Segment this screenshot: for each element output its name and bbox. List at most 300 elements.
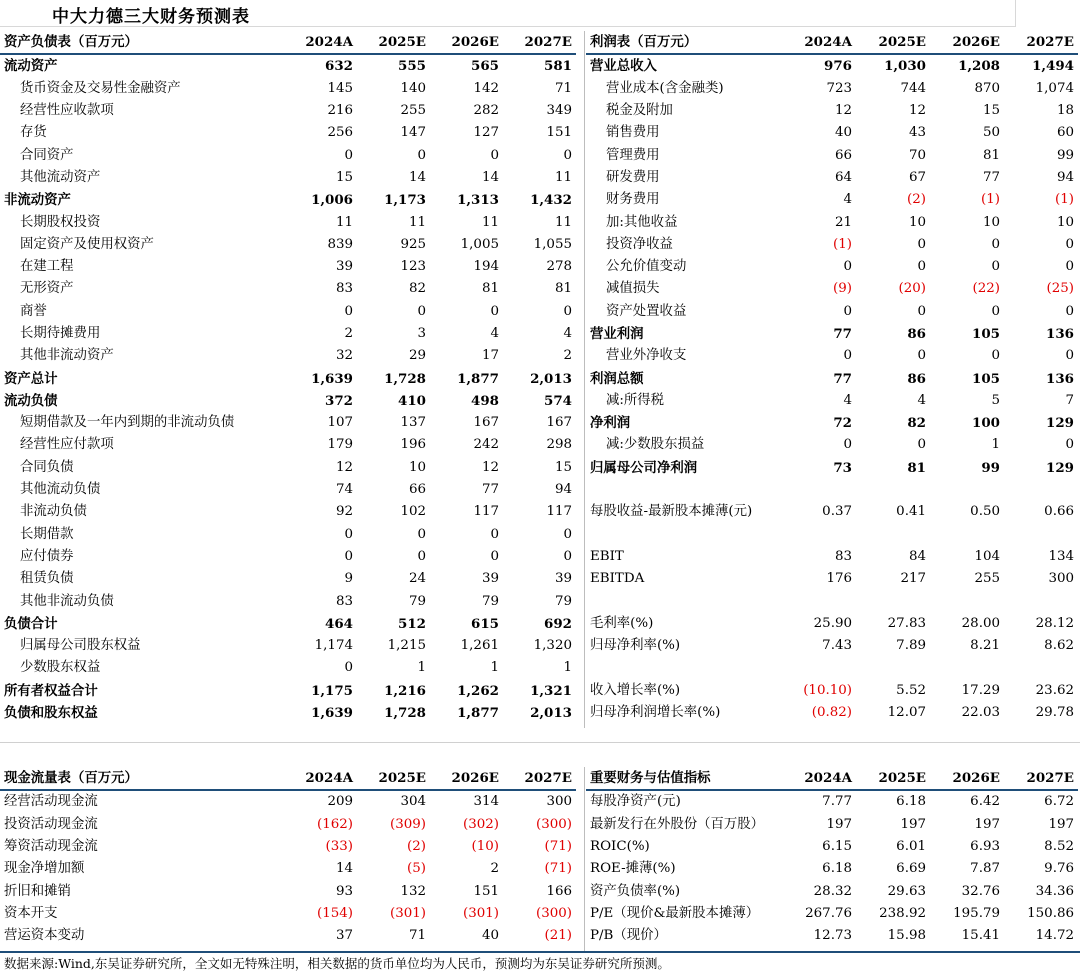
key-indicators-table — [586, 767, 1078, 947]
row-value: 86 — [907, 370, 926, 387]
table-row — [0, 546, 576, 568]
row-value: (9) — [833, 281, 852, 297]
row-value: (301) — [389, 905, 426, 921]
row-value: 0 — [1065, 437, 1074, 453]
row-value: 129 — [1046, 459, 1074, 476]
row-label: 长期借款 — [20, 526, 74, 542]
row-value: (302) — [462, 816, 499, 832]
row-value — [1004, 590, 1078, 612]
table-row — [586, 301, 1078, 323]
row-label: 固定资产及使用权资产 — [20, 236, 154, 252]
row-value: 127 — [473, 125, 499, 141]
table-row — [586, 100, 1078, 122]
row-value: (71) — [544, 839, 572, 855]
table-row — [0, 858, 576, 880]
row-value: 0 — [344, 147, 353, 163]
row-value: 37 — [335, 928, 353, 944]
table-row — [0, 925, 576, 947]
row-value: (25) — [1046, 281, 1074, 297]
row-value: 1,208 — [958, 58, 1000, 75]
row-value: 464 — [325, 615, 353, 632]
table-row — [586, 457, 1078, 479]
row-value: 498 — [471, 392, 499, 409]
row-value: 83 — [335, 281, 353, 297]
row-value: 32.76 — [961, 883, 1000, 899]
row-label: 其他非流动负债 — [20, 593, 114, 609]
row-value — [1004, 479, 1078, 501]
year-header: 2024A — [284, 31, 357, 54]
row-value: 8.52 — [1044, 839, 1074, 855]
row-value: 23.62 — [1035, 682, 1074, 698]
row-value: 1,321 — [530, 682, 572, 699]
table-row — [586, 78, 1078, 100]
row-value: 0 — [344, 660, 353, 676]
row-value: (0.82) — [811, 705, 852, 721]
row-label: 每股收益-最新股本摊薄(元) — [590, 504, 753, 520]
row-value: 12 — [335, 459, 353, 475]
row-value: 6.42 — [970, 794, 1000, 810]
year-header: 2024A — [782, 767, 856, 790]
table-row — [586, 189, 1078, 211]
row-value: 73 — [833, 459, 852, 476]
row-value: 151 — [473, 883, 499, 899]
row-label: 利润总额 — [590, 370, 644, 387]
row-value: 0 — [843, 259, 852, 275]
row-label: ROIC(%) — [590, 839, 650, 855]
row-value: (162) — [316, 816, 353, 832]
table-row — [586, 790, 1078, 813]
row-label — [586, 479, 782, 501]
table-row — [0, 524, 576, 546]
table-row — [0, 167, 576, 189]
row-value: 1 — [417, 660, 426, 676]
row-value: 79 — [481, 593, 499, 609]
table-row — [586, 613, 1078, 635]
row-value: (1) — [981, 192, 1000, 208]
table-row — [0, 54, 576, 77]
row-value: 15.98 — [887, 928, 926, 944]
row-value: 0 — [843, 303, 852, 319]
table-row — [0, 278, 576, 300]
row-label: 非流动负债 — [20, 504, 87, 520]
row-value: 0 — [417, 548, 426, 564]
row-value: 66 — [834, 147, 852, 163]
row-value: 197 — [826, 816, 852, 832]
table-row — [0, 568, 576, 590]
row-value: 512 — [398, 615, 426, 632]
row-value: 314 — [473, 794, 499, 810]
row-value: 4 — [563, 326, 572, 341]
table-row — [0, 903, 576, 925]
income-statement-table — [586, 31, 1078, 724]
row-value: 60 — [1056, 125, 1074, 141]
row-label: 商誉 — [20, 303, 47, 319]
table-row — [586, 635, 1078, 657]
table-row — [0, 702, 576, 724]
row-value: 255 — [400, 103, 426, 119]
row-value: 238.92 — [879, 905, 926, 921]
row-value: 81 — [907, 459, 926, 476]
row-value: 5 — [991, 392, 1000, 408]
row-value: 40 — [834, 125, 852, 141]
row-value: 17.29 — [961, 682, 1000, 698]
year-header: 2025E — [856, 767, 930, 790]
column-divider-bottom — [584, 767, 585, 951]
row-value: 976 — [824, 58, 852, 75]
row-value: (71) — [544, 861, 572, 877]
table-row — [586, 167, 1078, 189]
row-label: 收入增长率(%) — [590, 682, 681, 698]
row-label: 负债合计 — [4, 615, 58, 632]
row-value: 15 — [982, 103, 1000, 119]
row-value: 0 — [563, 548, 572, 564]
row-value: 66 — [408, 482, 426, 498]
row-value: 0 — [991, 236, 1000, 252]
row-value: (1) — [833, 236, 852, 252]
row-label: 长期待摊费用 — [20, 326, 101, 341]
row-value: 134 — [1048, 548, 1074, 564]
row-value: 3 — [417, 326, 426, 341]
report-title-bar — [0, 0, 1016, 27]
row-value: 104 — [974, 548, 1000, 564]
row-value: 0 — [563, 303, 572, 319]
row-value: 136 — [1046, 370, 1074, 387]
row-value: (21) — [544, 928, 572, 944]
row-value: 82 — [408, 281, 426, 297]
table-row — [0, 412, 576, 434]
row-value: 7.43 — [822, 638, 852, 654]
table-row — [0, 814, 576, 836]
row-label: 应付债券 — [20, 548, 74, 564]
row-value: 22.03 — [961, 705, 1000, 721]
row-value: (2) — [407, 839, 426, 855]
row-value: (10) — [471, 839, 499, 855]
row-value: 94 — [554, 482, 572, 498]
row-value: 197 — [1048, 816, 1074, 832]
year-header: 2026E — [430, 767, 503, 790]
table-row — [0, 613, 576, 635]
row-label: 短期借款及一年内到期的非流动负债 — [20, 415, 235, 431]
row-label: 研发费用 — [606, 169, 660, 185]
row-value: 0.66 — [1044, 504, 1074, 520]
row-label: 经营性应收款项 — [20, 103, 114, 119]
report-title: 中大力德三大财务预测表 — [52, 7, 250, 27]
row-value: 0 — [490, 548, 499, 564]
row-label: 归母净利率(%) — [590, 638, 681, 654]
row-value: 67 — [908, 169, 926, 185]
row-value: 197 — [900, 816, 926, 832]
row-value: 197 — [974, 816, 1000, 832]
row-label: 减:所得税 — [606, 392, 665, 408]
row-label: 最新发行在外股份（百万股） — [590, 816, 765, 832]
year-header: 2025E — [856, 31, 930, 54]
row-label: 管理费用 — [606, 147, 660, 163]
row-value: 4 — [490, 326, 499, 341]
row-value: 6.69 — [896, 861, 926, 877]
row-value: 267.76 — [805, 905, 852, 921]
row-value — [856, 524, 930, 546]
row-value: 1,877 — [457, 370, 499, 387]
row-value: 15 — [335, 169, 353, 185]
row-value: 28.00 — [961, 615, 1000, 631]
row-value: 0 — [344, 526, 353, 542]
table-row — [586, 702, 1078, 724]
table-row — [0, 390, 576, 412]
row-value: 167 — [473, 415, 499, 431]
row-value: 1,639 — [311, 370, 353, 387]
table-row — [586, 568, 1078, 590]
year-header: 2024A — [782, 31, 856, 54]
row-value: 132 — [400, 883, 426, 899]
table-row — [0, 457, 576, 479]
row-value: 870 — [974, 80, 1000, 96]
row-value: 0.50 — [970, 504, 1000, 520]
row-value: 925 — [400, 236, 426, 252]
row-value: 1,173 — [384, 192, 426, 209]
year-header: 2027E — [503, 31, 576, 54]
row-value: 12.07 — [887, 705, 926, 721]
row-value: 615 — [471, 615, 499, 632]
row-value: 14.72 — [1035, 928, 1074, 944]
row-value: 11 — [554, 214, 572, 230]
row-label: 合同负债 — [20, 459, 74, 475]
table-row — [586, 680, 1078, 702]
table-row — [586, 880, 1078, 902]
table-row — [586, 345, 1078, 367]
row-value: 7.77 — [822, 794, 852, 810]
row-value: 723 — [826, 80, 852, 96]
row-value: 10 — [1056, 214, 1074, 230]
row-value: 18 — [1056, 103, 1074, 119]
row-value: 7.87 — [970, 861, 1000, 877]
row-label: 公允价值变动 — [606, 259, 687, 275]
row-value: 2 — [563, 348, 572, 364]
table-row — [586, 211, 1078, 233]
row-value: (301) — [462, 905, 499, 921]
row-label: ROE-摊薄(%) — [590, 861, 676, 877]
row-value: 105 — [972, 370, 1000, 387]
row-value: 6.93 — [970, 839, 1000, 855]
row-value: 117 — [546, 504, 572, 520]
row-value: 1,030 — [884, 58, 926, 75]
row-value: 217 — [900, 571, 926, 587]
row-value: 24 — [408, 571, 426, 587]
row-value: (154) — [316, 905, 353, 921]
table-row — [0, 122, 576, 144]
row-value: 632 — [325, 58, 353, 75]
row-value: 166 — [546, 883, 572, 899]
row-value: 29 — [408, 348, 426, 364]
row-label: 现金净增加额 — [4, 861, 85, 877]
row-value: 1,074 — [1035, 80, 1074, 96]
table-row — [586, 234, 1078, 256]
table-row — [0, 345, 576, 367]
table-row — [586, 479, 1078, 501]
row-value: 1,055 — [533, 236, 572, 252]
section-gap-line — [0, 742, 1080, 743]
row-value: 6.01 — [896, 839, 926, 855]
row-label: 经营活动现金流 — [4, 794, 98, 810]
row-value: 0 — [490, 526, 499, 542]
row-value: 1,262 — [457, 682, 499, 699]
row-value: 176 — [826, 571, 852, 587]
table-row — [0, 479, 576, 501]
row-value: 93 — [335, 883, 353, 899]
row-value: 74 — [335, 482, 353, 498]
row-label: 所有者权益合计 — [4, 682, 98, 699]
row-value: 14 — [335, 861, 353, 877]
row-value: 28.32 — [813, 883, 852, 899]
row-value: 102 — [400, 504, 426, 520]
row-value: 39 — [554, 571, 572, 587]
table-row — [0, 367, 576, 389]
year-header: 2027E — [1004, 767, 1078, 790]
row-label: P/B（现价） — [590, 928, 667, 944]
row-value: 1,175 — [311, 682, 353, 699]
year-header: 2026E — [430, 31, 503, 54]
row-value: 11 — [481, 214, 499, 230]
row-value: 1,494 — [1032, 58, 1074, 75]
row-value: 12 — [481, 459, 499, 475]
row-label — [586, 657, 782, 679]
row-value — [930, 479, 1004, 501]
column-divider-top — [584, 31, 585, 728]
row-value: 10 — [982, 214, 1000, 230]
row-value: 81 — [554, 281, 572, 297]
row-value: 129 — [1046, 415, 1074, 432]
row-value: 0 — [1065, 236, 1074, 252]
table-row — [0, 790, 576, 813]
row-label: 销售费用 — [606, 125, 660, 141]
row-value: 29.63 — [887, 883, 926, 899]
row-label — [586, 524, 782, 546]
row-value: 4 — [843, 392, 852, 408]
row-value: 167 — [546, 415, 572, 431]
table-row — [586, 524, 1078, 546]
row-value: 1,432 — [530, 192, 572, 209]
table-row — [586, 54, 1078, 77]
row-label: 营运资本变动 — [4, 928, 85, 944]
table-row — [586, 657, 1078, 679]
row-value: 0 — [917, 259, 926, 275]
row-value: 136 — [1046, 326, 1074, 342]
row-label: 税金及附加 — [606, 103, 673, 119]
row-value — [782, 524, 856, 546]
row-value: 0 — [563, 526, 572, 542]
table-row — [0, 680, 576, 702]
row-value: 43 — [908, 125, 926, 141]
row-label: 少数股东权益 — [20, 660, 101, 676]
balance-sheet-table — [0, 31, 576, 724]
row-value: 278 — [546, 259, 572, 275]
year-header: 2025E — [357, 767, 430, 790]
row-value: 92 — [335, 504, 353, 520]
row-value: 64 — [834, 169, 852, 185]
row-value: 9.76 — [1044, 861, 1074, 877]
row-label: 归母净利润增长率(%) — [590, 705, 721, 721]
table-row — [0, 144, 576, 166]
row-label: 归属母公司股东权益 — [20, 638, 141, 654]
row-value: 349 — [546, 103, 572, 119]
row-value — [782, 657, 856, 679]
row-value: 0 — [417, 526, 426, 542]
row-label: 资产负债率(%) — [590, 883, 681, 899]
row-value: 0 — [917, 348, 926, 364]
table-row — [586, 390, 1078, 412]
row-value: 300 — [546, 794, 572, 810]
row-value: (10.10) — [803, 682, 852, 698]
row-label: 长期股权投资 — [20, 214, 101, 230]
row-value: 555 — [398, 58, 426, 75]
row-value: 0 — [991, 259, 1000, 275]
row-label: 营业外净收支 — [606, 348, 687, 364]
row-value: 1,006 — [311, 192, 353, 209]
row-value: 137 — [400, 415, 426, 431]
row-label: 营业总收入 — [590, 58, 657, 75]
row-value: 194 — [473, 259, 499, 275]
row-value: 0 — [991, 303, 1000, 319]
row-value: (300) — [535, 905, 572, 921]
row-label: 净利润 — [590, 415, 631, 432]
row-value: 372 — [325, 392, 353, 409]
table-row — [0, 323, 576, 345]
row-value: 255 — [974, 571, 1000, 587]
row-value: 10 — [908, 214, 926, 230]
row-value: 28.12 — [1035, 615, 1074, 631]
row-value: 1,215 — [387, 638, 426, 654]
row-value: 1,728 — [384, 705, 426, 722]
row-value: 1 — [563, 660, 572, 676]
row-value: 410 — [398, 392, 426, 409]
row-value: 744 — [900, 80, 926, 96]
row-label: 减:少数股东损益 — [606, 437, 705, 453]
year-header: 2026E — [930, 767, 1004, 790]
row-value: 0 — [417, 303, 426, 319]
row-value: 2,013 — [530, 705, 572, 722]
row-value: 8.21 — [970, 638, 1000, 654]
year-header: 2025E — [357, 31, 430, 54]
row-value: 196 — [400, 437, 426, 453]
row-label: EBIT — [590, 548, 624, 564]
row-value: (33) — [325, 839, 353, 855]
table-row — [586, 122, 1078, 144]
row-value: 6.18 — [822, 861, 852, 877]
row-value: 2 — [490, 861, 499, 877]
row-value: 14 — [408, 169, 426, 185]
row-value — [782, 590, 856, 612]
row-value: 117 — [473, 504, 499, 520]
row-value: 6.18 — [896, 794, 926, 810]
row-label: 货币资金及交易性金融资产 — [20, 80, 181, 96]
row-label: 其他流动资产 — [20, 169, 101, 185]
balance-header-row — [0, 31, 576, 54]
row-label: 营业成本(含金融类) — [606, 80, 724, 96]
row-value: 0 — [563, 147, 572, 163]
row-value: 0 — [917, 437, 926, 453]
row-value: 209 — [327, 794, 353, 810]
row-value: 6.72 — [1044, 794, 1074, 810]
table-row — [0, 880, 576, 902]
row-value: 27.83 — [887, 615, 926, 631]
table-row — [586, 412, 1078, 434]
row-value: 1,005 — [460, 236, 499, 252]
row-label — [586, 590, 782, 612]
row-label: 投资净收益 — [606, 236, 673, 252]
row-value: 81 — [982, 147, 1000, 163]
row-value: 0 — [344, 303, 353, 319]
row-value: 0 — [490, 147, 499, 163]
row-value: 82 — [907, 415, 926, 432]
